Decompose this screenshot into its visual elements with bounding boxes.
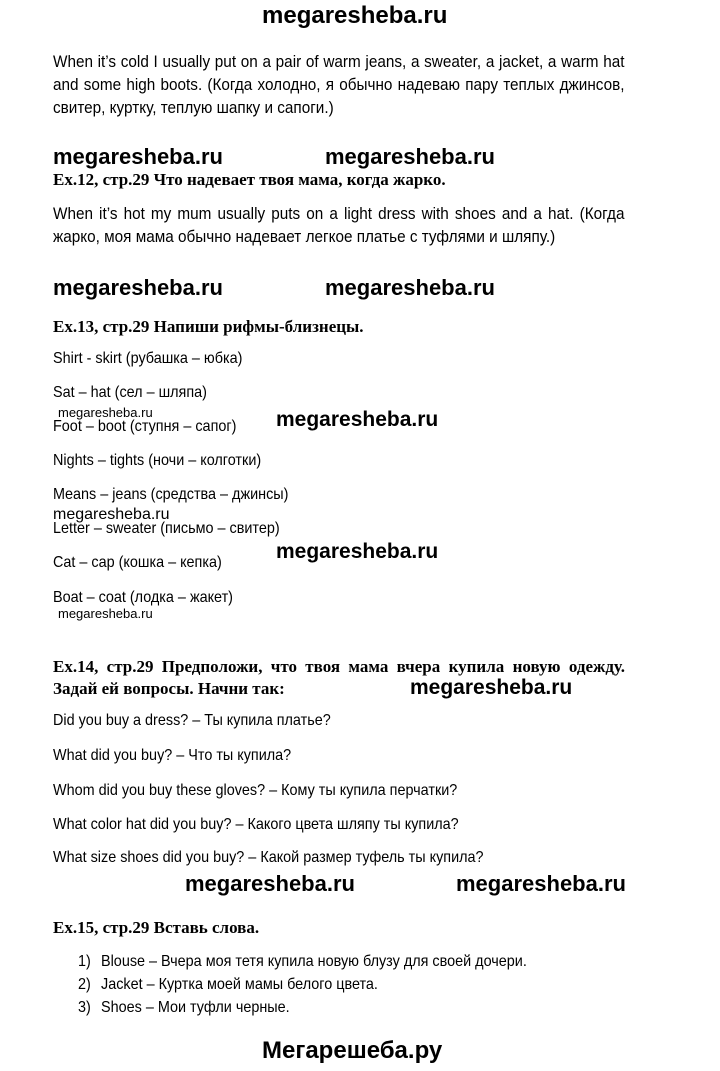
footer-watermark: Мегарешеба.ру — [262, 1037, 443, 1064]
watermark-small: megaresheba.ru — [58, 606, 153, 621]
question-line: What did you buy? – Что ты купила? — [53, 747, 292, 764]
fill-item-text: Shoes – Мои туфли черные. — [101, 999, 290, 1016]
watermark-small: megaresheba.ru — [58, 405, 153, 420]
watermark-bold: megaresheba.ru — [325, 144, 495, 169]
watermark-small: megaresheba.ru — [53, 506, 170, 523]
rhyme-line: Foot – boot (ступня – сапог) — [53, 418, 237, 435]
fill-item-number: 3) — [78, 999, 91, 1016]
question-line: What color hat did you buy? – Какого цвета шляпу ты купила? — [53, 816, 459, 833]
fill-item-number: 1) — [78, 953, 91, 970]
watermark-bold: megaresheba.ru — [410, 676, 573, 699]
intro-paragraph: When it’s cold I usually put on a pair of warm jeans, a sweater, a jacket, a warm hat and some high boots. (Когда холодно, я обычно надеваю пару теплых джинсов, свитер, куртку, теплую шапку и сапоги.) — [53, 52, 625, 117]
watermark-bold: megaresheba.ru — [276, 408, 439, 431]
rhyme-line: Shirt - skirt (рубашка – юбка) — [53, 350, 243, 367]
question-line: What size shoes did you buy? – Какой размер туфель ты купила? — [53, 849, 484, 866]
header-watermark: megaresheba.ru — [262, 2, 448, 29]
question-line: Did you buy a dress? – Ты купила платье? — [53, 712, 331, 729]
rhyme-line: Means – jeans (средства – джинсы) — [53, 486, 289, 503]
watermark-bold: megaresheba.ru — [53, 144, 223, 169]
ex14-heading: Ex.14, стр.29 Предположи, что твоя мама вчера купила новую одежду. Задай ей вопросы. Начни так: — [53, 657, 625, 698]
rhyme-line: Letter – sweater (письмо – свитер) — [53, 520, 280, 537]
ex12-heading: Ex.12, стр.29 Что надевает твоя мама, когда жарко. — [53, 170, 446, 189]
watermark-bold: megaresheba.ru — [185, 871, 355, 896]
watermark-bold: megaresheba.ru — [325, 275, 495, 300]
fill-item-text: Blouse – Вчера моя тетя купила новую блузу для своей дочери. — [101, 953, 527, 970]
rhyme-line: Sat – hat (сел – шляпа) — [53, 384, 207, 401]
ex12-answer: When it’s hot my mum usually puts on a light dress with shoes and a hat. (Когда жарко, моя мама обычно надевает легкое платье с туфлями и шляпу.) — [53, 204, 625, 246]
watermark-bold: megaresheba.ru — [276, 540, 439, 563]
fill-item-number: 2) — [78, 976, 91, 993]
question-line: Whom did you buy these gloves? – Кому ты купила перчатки? — [53, 782, 458, 799]
rhyme-line: Cat – cap (кошка – кепка) — [53, 554, 222, 571]
fill-item-text: Jacket – Куртка моей мамы белого цвета. — [101, 976, 378, 993]
ex15-heading: Ex.15, стр.29 Вставь слова. — [53, 918, 260, 937]
watermark-bold: megaresheba.ru — [456, 871, 626, 896]
ex13-heading: Ex.13, стр.29 Напиши рифмы-близнецы. — [53, 317, 364, 336]
rhyme-line: Boat – coat (лодка – жакет) — [53, 589, 233, 606]
watermark-bold: megaresheba.ru — [53, 275, 223, 300]
rhyme-line: Nights – tights (ночи – колготки) — [53, 452, 262, 469]
